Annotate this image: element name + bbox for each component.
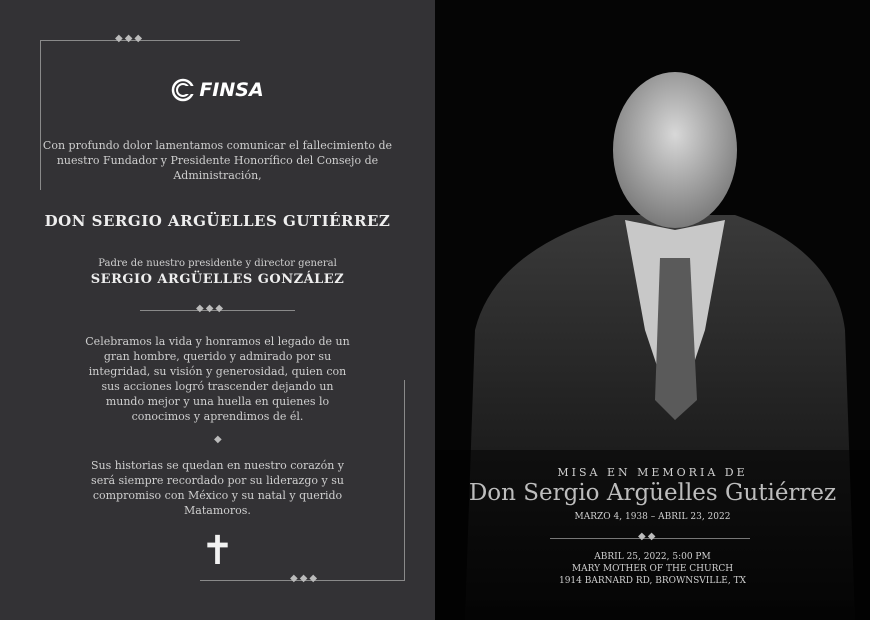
service-datetime: ABRIL 25, 2022, 5:00 PM: [594, 552, 711, 562]
life-dates: MARZO 4, 1938 – ABRIL 23, 2022: [574, 512, 731, 522]
memorial-name: Don Sergio Argüelles Gutiérrez: [468, 480, 837, 506]
memorial-heading: MISA EN MEMORIA DE: [557, 466, 748, 479]
intro-text: Con profundo dolor lamentamos comunicar el fallecimiento de nuestro Fundador y Presidente Honorífico del Consejo de Administración,: [42, 139, 393, 182]
finsa-logo: [0, 78, 435, 102]
ornament: ◆◆: [638, 531, 658, 542]
logo-text: FINSA: [199, 79, 264, 101]
finsa-logo-icon: [171, 78, 195, 102]
service-venue: MARY MOTHER OF THE CHURCH: [571, 564, 734, 574]
deceased-name: DON SERGIO ARGÜELLES GUTIÉRREZ: [44, 212, 391, 230]
relation-text: Padre de nuestro presidente y director general: [98, 258, 337, 269]
ornament: ◆◆◆: [290, 573, 320, 584]
ornament: ◆◆◆: [115, 33, 145, 44]
ornament: ◆◆◆: [196, 303, 226, 314]
diamond-ornament: ◆: [214, 434, 224, 445]
service-address: 1914 BARNARD RD, BROWNSVILLE, TX: [558, 576, 747, 586]
memorial-panel: [435, 0, 870, 620]
tribute-paragraph: Celebramos la vida y honramos el legado de un gran hombre, querido y admirado por su integridad, su visión y generosidad, quien con sus acciones logró trascender dejando un mundo mejor y una huella en quienes lo conocimos y aprendimos de él.: [85, 335, 350, 423]
son-name: SERGIO ARGÜELLES GONZÁLEZ: [90, 272, 345, 287]
portrait-photo: [435, 0, 870, 620]
closing-paragraph: Sus historias se quedan en nuestro corazón y será siempre recordado por su liderazgo y su compromiso con México y su natal y querido Matamoros.: [90, 459, 345, 517]
cross-icon: ✝: [200, 528, 235, 574]
